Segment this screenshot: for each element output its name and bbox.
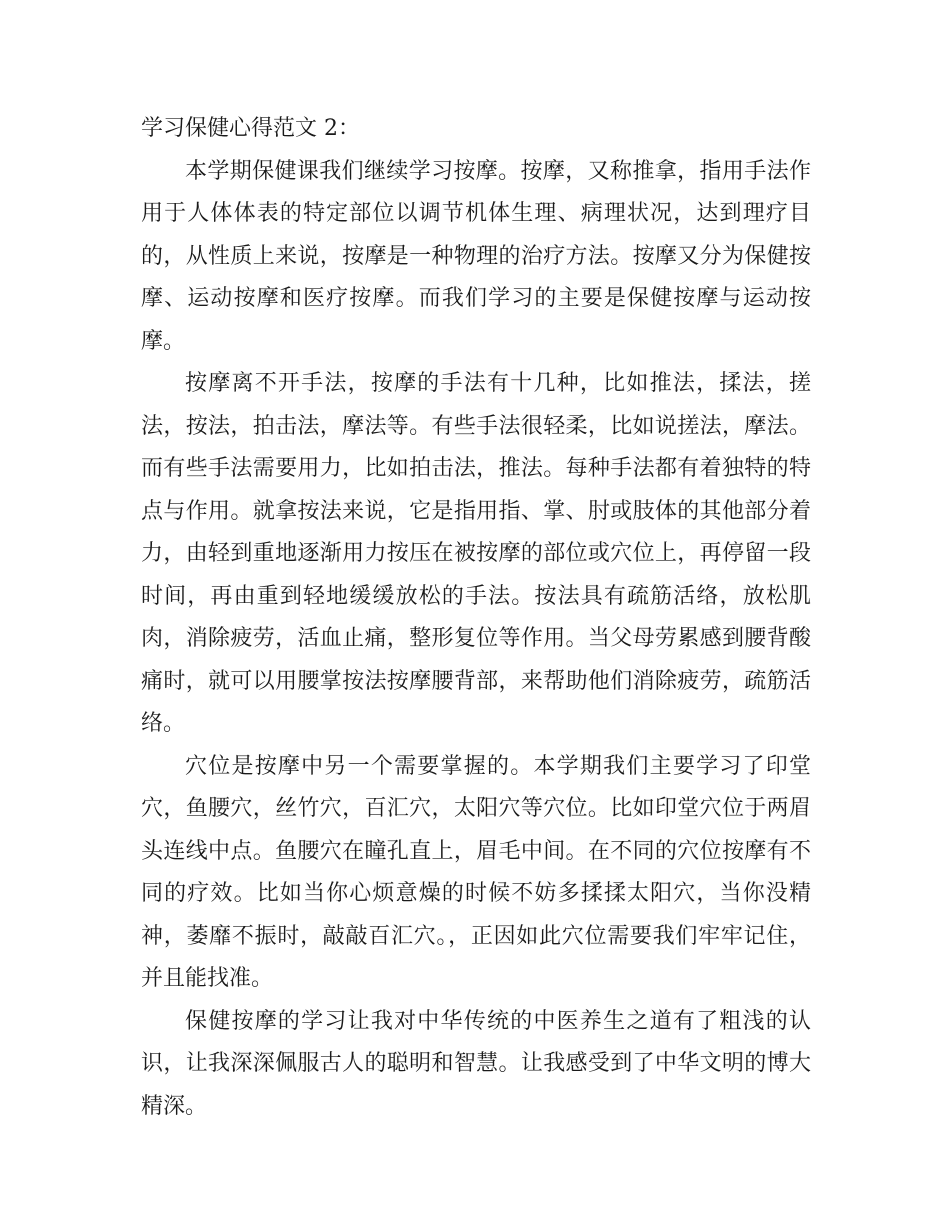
document-page (141, 108, 811, 1128)
paragraph-intro: 本学期保健课我们继续学习按摩。按摩，又称推拿，指用手法作用于人体体表的特定部位以调节机体生理、病理状况，达到理疗目的，从性质上来说，按摩是一种物理的治疗方法。按摩又分为保健按摩、运动按摩和医疗按摩。而我们学习的主要是保健按摩与运动按摩。 (141, 158, 811, 354)
paragraph-techniques: 按摩离不开手法，按摩的手法有十几种，比如推法，揉法，搓法，按法，拍击法，摩法等。有些手法很轻柔，比如说搓法，摩法。而有些手法需要用力，比如拍击法，推法。每种手法都有着独特的特点与作用。就拿按法来说，它是指用指、掌、肘或肢体的其他部分着力，由轻到重地逐渐用力按压在被按摩的部位或穴位上，再停留一段时间，再由重到轻地缓缓放松的手法。按法具有疏筋活络，放松肌肉，消除疲劳，活血止痛，整形复位等作用。当父母劳累感到腰背酸痛时，就可以用腰掌按法按摩腰背部，来帮助他们消除疲劳，疏筋活络。 (141, 371, 811, 736)
document-title: 学习保健心得范文 2： (141, 116, 360, 141)
paragraph-conclusion: 保健按摩的学习让我对中华传统的中医养生之道有了粗浅的认识，让我深深佩服古人的聪明和智慧。让我感受到了中华文明的博大精深。 (141, 1008, 811, 1119)
paragraph-acupoints: 穴位是按摩中另一个需要掌握的。本学期我们主要学习了印堂穴，鱼腰穴，丝竹穴，百汇穴，太阳穴等穴位。比如印堂穴位于两眉头连线中点。鱼腰穴在瞳孔直上，眉毛中间。在不同的穴位按摩有不同的疗效。比如当你心烦意燥的时候不妨多揉揉太阳穴，当你没精神，萎靡不振时，敲敲百汇穴。，正因如此穴位需要我们牢牢记住，并且能找准。 (141, 753, 811, 991)
